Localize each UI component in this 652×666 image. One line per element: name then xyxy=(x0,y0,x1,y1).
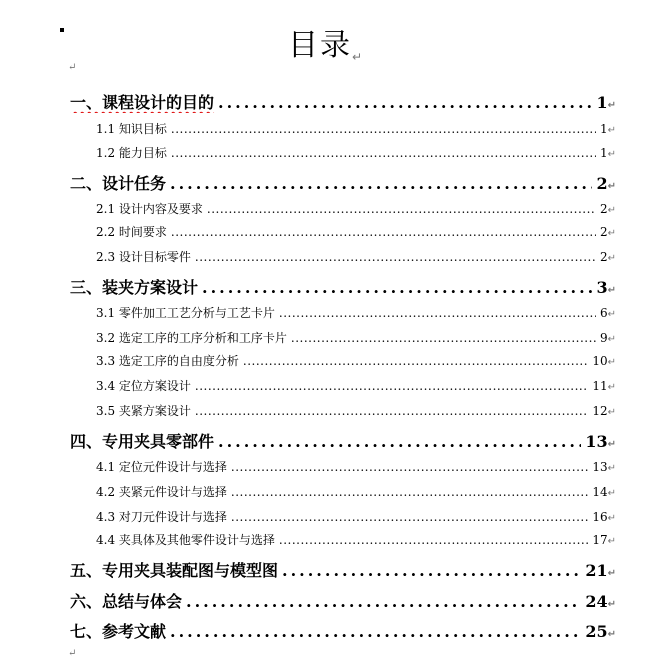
toc-entry[interactable] xyxy=(70,429,616,452)
toc-entry-page-number: 2 xyxy=(596,174,608,193)
paragraph-mark-icon: ↵ xyxy=(607,309,616,320)
paragraph-mark-icon: ↵ xyxy=(607,334,616,345)
paragraph-mark-icon: ↵ xyxy=(607,439,616,450)
toc-dot-leader xyxy=(202,278,592,297)
paragraph-mark-icon: ↵ xyxy=(607,228,616,239)
toc-entry[interactable] xyxy=(96,458,616,475)
toc-entry[interactable] xyxy=(96,248,616,265)
toc-entry[interactable] xyxy=(96,304,616,321)
toc-entry-page-number: 1 xyxy=(596,93,608,112)
toc-entry-label: 四、专用夹具零部件 xyxy=(70,432,215,451)
toc-entry-label: 2.2 时间要求 xyxy=(96,225,167,239)
toc-dot-leader xyxy=(195,404,588,418)
toc-entry[interactable] xyxy=(96,352,616,369)
toc-entry[interactable] xyxy=(96,200,616,217)
toc-entry-label: 3.5 夹紧方案设计 xyxy=(96,404,191,418)
paragraph-mark-icon: ↵ xyxy=(607,357,616,368)
toc-entry-label: 4.4 夹具体及其他零件设计与选择 xyxy=(96,533,275,547)
toc-dot-leader xyxy=(170,174,592,193)
paragraph-mark-icon: ↵ xyxy=(68,648,77,659)
toc-entry-label: 1.2 能力目标 xyxy=(96,146,167,160)
toc-entry[interactable] xyxy=(70,90,616,113)
toc-entry-label: 一、课程设计的目的 xyxy=(70,93,215,112)
toc-entry-label: 3.4 定位方案设计 xyxy=(96,379,191,393)
toc-entry-page-number: 6 xyxy=(599,306,608,320)
toc-entry-label: 2.1 设计内容及要求 xyxy=(96,202,203,216)
paragraph-mark-icon: ↵ xyxy=(607,100,616,111)
toc-entry-page-number: 24 xyxy=(585,592,608,611)
paragraph-mark-icon: ↵ xyxy=(607,382,616,393)
toc-entry-label: 三、装夹方案设计 xyxy=(70,278,199,297)
toc-entry-label: 4.3 对刀元件设计与选择 xyxy=(96,510,227,524)
toc-entry-page-number: 13 xyxy=(592,460,608,474)
toc-dot-leader xyxy=(218,93,592,112)
toc-entry-page-number: 3 xyxy=(596,278,608,297)
toc-entry-page-number: 14 xyxy=(592,485,608,499)
toc-entry-label: 4.2 夹紧元件设计与选择 xyxy=(96,485,227,499)
paragraph-mark-icon: ↵ xyxy=(68,62,77,73)
toc-entry[interactable] xyxy=(70,171,616,194)
toc-dot-leader xyxy=(231,510,588,524)
toc-entry-label: 五、专用夹具装配图与模型图 xyxy=(70,561,279,580)
toc-entry[interactable] xyxy=(96,377,616,394)
toc-dot-leader xyxy=(171,122,596,136)
toc-entry-label: 二、设计任务 xyxy=(70,174,167,193)
paragraph-mark-icon: ↵ xyxy=(351,50,365,64)
paragraph-mark-icon: ↵ xyxy=(607,407,616,418)
paragraph-mark-icon: ↵ xyxy=(607,205,616,216)
toc-dot-leader xyxy=(171,146,596,160)
toc-entry[interactable] xyxy=(96,508,616,525)
toc-entry[interactable] xyxy=(96,402,616,419)
toc-dot-leader xyxy=(243,354,588,368)
toc-entry[interactable] xyxy=(96,223,616,240)
toc-dot-leader xyxy=(279,306,596,320)
toc-entry-label: 4.1 定位元件设计与选择 xyxy=(96,460,227,474)
paragraph-mark-icon: ↵ xyxy=(607,253,616,264)
toc-entry-page-number: 10 xyxy=(592,354,608,368)
toc-dot-leader xyxy=(231,460,588,474)
toc-entry-page-number: 16 xyxy=(592,510,608,524)
paragraph-mark-icon: ↵ xyxy=(607,599,616,610)
toc-dot-leader xyxy=(195,250,596,264)
toc-entry-page-number: 2 xyxy=(599,250,608,264)
paragraph-mark-icon: ↵ xyxy=(607,285,616,296)
toc-entry[interactable] xyxy=(70,589,616,612)
toc-entry[interactable] xyxy=(70,558,616,581)
toc-entry-label: 3.2 选定工序的工序分析和工序卡片 xyxy=(96,331,287,345)
toc-entry[interactable] xyxy=(96,483,616,500)
toc-entry-label: 1.1 知识目标 xyxy=(96,122,167,136)
toc-title xyxy=(0,20,652,64)
toc-entry[interactable] xyxy=(96,531,616,548)
toc-dot-leader xyxy=(195,379,588,393)
toc-dot-leader xyxy=(282,561,581,580)
toc-entry-label: 2.3 设计目标零件 xyxy=(96,250,191,264)
toc-dot-leader xyxy=(279,533,588,547)
toc-entry[interactable] xyxy=(70,619,616,642)
toc-entry-label: 六、总结与体会 xyxy=(70,592,183,611)
toc-dot-leader xyxy=(171,225,596,239)
toc-entry-page-number: 12 xyxy=(592,404,608,418)
toc-entry-page-number: 13 xyxy=(585,432,608,451)
toc-entry-page-number: 21 xyxy=(585,561,608,580)
toc-dot-leader xyxy=(170,622,581,641)
paragraph-mark-icon: ↵ xyxy=(607,125,616,136)
paragraph-mark-icon: ↵ xyxy=(607,513,616,524)
toc-entry-page-number: 2 xyxy=(599,202,608,216)
toc-entry-page-number: 1 xyxy=(599,122,608,136)
toc-entry-page-number: 1 xyxy=(599,146,608,160)
toc-entry-page-number: 9 xyxy=(599,331,608,345)
toc-entry-page-number: 25 xyxy=(585,622,608,641)
paragraph-mark-icon: ↵ xyxy=(607,463,616,474)
toc-entry[interactable] xyxy=(96,329,616,346)
toc-entry-label: 七、参考文献 xyxy=(70,622,167,641)
paragraph-mark-icon: ↵ xyxy=(607,181,616,192)
toc-dot-leader xyxy=(291,331,596,345)
toc-dot-leader xyxy=(207,202,596,216)
toc-dot-leader xyxy=(231,485,588,499)
toc-entry[interactable] xyxy=(96,120,616,137)
toc-entry-page-number: 11 xyxy=(592,379,608,393)
paragraph-mark-icon: ↵ xyxy=(607,149,616,160)
toc-entry-page-number: 2 xyxy=(599,225,608,239)
toc-entry[interactable] xyxy=(96,144,616,161)
paragraph-mark-icon: ↵ xyxy=(607,568,616,579)
toc-entry-label: 3.3 选定工序的自由度分析 xyxy=(96,354,239,368)
toc-dot-leader xyxy=(218,432,581,451)
toc-entry-label: 3.1 零件加工工艺分析与工艺卡片 xyxy=(96,306,275,320)
paragraph-mark-icon: ↵ xyxy=(607,488,616,499)
paragraph-mark-icon: ↵ xyxy=(607,629,616,640)
toc-dot-leader xyxy=(186,592,581,611)
toc-title-text: 目录 xyxy=(287,28,352,63)
toc-entry-page-number: 17 xyxy=(592,533,608,547)
paragraph-mark-icon: ↵ xyxy=(607,536,616,547)
toc-entry[interactable] xyxy=(70,275,616,298)
